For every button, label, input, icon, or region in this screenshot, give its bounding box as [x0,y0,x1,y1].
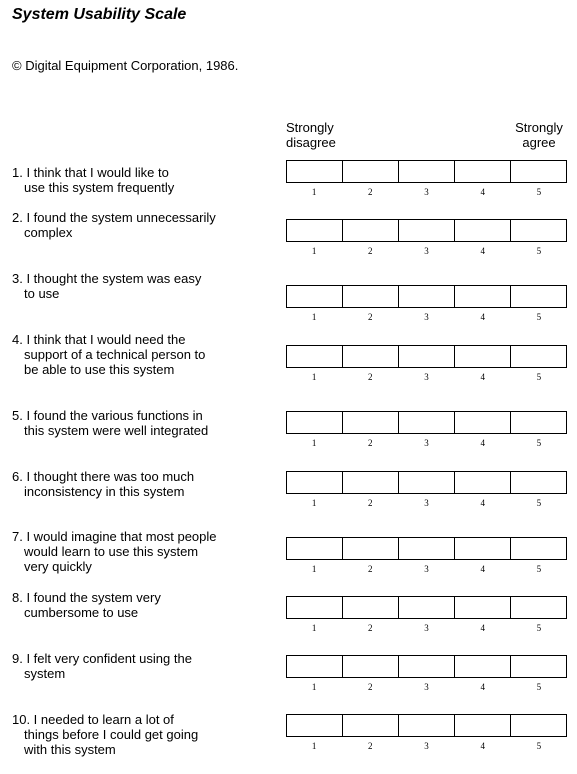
rating-number: 4 [480,438,485,448]
rating-number: 4 [480,564,485,574]
rating-box-1[interactable] [287,472,343,493]
question-text-line: 1. I think that I would like to [12,165,169,180]
question-text-line: this system were well integrated [24,423,209,438]
rating-number: 3 [424,372,429,382]
rating-boxes [286,655,567,678]
rating-number: 5 [536,312,542,322]
rating-number: 2 [368,623,373,633]
rating-numbers [286,564,567,574]
rating-boxes [286,471,567,494]
rating-number: 1 [311,246,317,256]
rating-number: 2 [368,438,373,448]
question-7 [12,529,262,574]
rating-box-2[interactable] [343,538,399,559]
rating-box-5[interactable] [511,412,566,433]
rating-scale-10 [286,714,567,751]
rating-number: 5 [536,741,542,751]
rating-number: 5 [536,372,542,382]
rating-box-2[interactable] [343,412,399,433]
rating-box-3[interactable] [399,346,455,367]
rating-box-3[interactable] [399,472,455,493]
rating-number: 2 [368,682,373,692]
rating-numbers [286,372,567,382]
rating-box-1[interactable] [287,412,343,433]
question-text-line: 5. I found the various functions in [12,408,203,423]
question-text-line: 6. I thought there was too much [12,469,195,484]
rating-number: 4 [480,312,485,322]
rating-number: 4 [480,246,485,256]
rating-box-2[interactable] [343,161,399,182]
rating-number: 1 [311,623,317,633]
rating-number: 3 [424,498,429,508]
question-text-line: 8. I found the system very [12,590,161,605]
copyright-notice: © Digital Equipment Corporation, 1986. [12,58,239,73]
rating-box-5[interactable] [511,656,566,677]
question-10 [12,712,262,757]
rating-box-2[interactable] [343,715,399,736]
rating-scale-7 [286,537,567,574]
rating-number: 5 [536,187,542,197]
rating-boxes [286,596,567,619]
question-text-line: with this system [24,742,116,757]
rating-number: 5 [536,682,542,692]
rating-box-1[interactable] [287,715,343,736]
rating-box-3[interactable] [399,220,455,241]
question-8 [12,590,262,620]
rating-box-3[interactable] [399,412,455,433]
rating-scale-5 [286,411,567,448]
rating-boxes [286,411,567,434]
rating-boxes [286,537,567,560]
question-3 [12,271,262,301]
rating-number: 5 [536,246,542,256]
question-text-line: 2. I found the system unnecessarily [12,210,216,225]
rating-box-5[interactable] [511,220,566,241]
rating-number: 3 [424,438,429,448]
rating-numbers [286,246,567,256]
rating-box-4[interactable] [455,597,511,618]
rating-number: 3 [424,312,429,322]
rating-box-5[interactable] [511,538,566,559]
question-6 [12,469,262,499]
rating-box-2[interactable] [343,346,399,367]
rating-number: 3 [424,564,429,574]
question-9 [12,651,262,681]
anchor-right-line-2: agree [522,135,556,150]
rating-number: 4 [480,623,485,633]
rating-box-3[interactable] [399,286,455,307]
rating-number: 2 [368,372,373,382]
question-5 [12,408,262,438]
rating-numbers [286,682,567,692]
rating-numbers [286,498,567,508]
rating-box-4[interactable] [455,656,511,677]
page-title: System Usability Scale [12,6,187,23]
question-text-line: system [24,666,66,681]
rating-scale-3 [286,285,567,322]
anchor-left-line-2: disagree [286,135,336,150]
rating-scale-2 [286,219,567,256]
rating-box-5[interactable] [511,715,566,736]
rating-box-4[interactable] [455,346,511,367]
rating-box-4[interactable] [455,715,511,736]
rating-box-3[interactable] [399,597,455,618]
anchor-strongly-agree [506,120,572,150]
question-text-line: support of a technical person to [24,347,206,362]
anchor-left-line-1: Strongly [286,120,334,135]
rating-box-2[interactable] [343,597,399,618]
rating-number: 3 [424,623,429,633]
question-text-line: 10. I needed to learn a lot of [12,712,174,727]
rating-number: 1 [311,741,317,751]
rating-number: 2 [368,312,373,322]
question-1 [12,165,262,195]
rating-number: 4 [480,682,485,692]
rating-box-5[interactable] [511,472,566,493]
rating-boxes [286,160,567,183]
question-text-line: use this system frequently [24,180,175,195]
rating-box-1[interactable] [287,656,343,677]
rating-box-4[interactable] [455,220,511,241]
rating-number: 4 [480,741,485,751]
rating-box-4[interactable] [455,412,511,433]
rating-number: 5 [536,438,542,448]
question-text-line: things before I could get going [24,727,199,742]
rating-box-2[interactable] [343,472,399,493]
rating-box-3[interactable] [399,538,455,559]
rating-box-5[interactable] [511,286,566,307]
rating-number: 1 [311,438,317,448]
rating-number: 2 [368,246,373,256]
rating-box-3[interactable] [399,715,455,736]
rating-box-1[interactable] [287,220,343,241]
rating-number: 5 [536,498,542,508]
rating-box-1[interactable] [287,161,343,182]
rating-box-3[interactable] [399,161,455,182]
rating-number: 4 [480,498,485,508]
rating-number: 5 [536,564,542,574]
rating-boxes [286,714,567,737]
question-text-line: would learn to use this system [24,544,199,559]
question-text-line: complex [24,225,73,240]
rating-number: 4 [480,187,485,197]
rating-box-1[interactable] [287,597,343,618]
rating-box-4[interactable] [455,472,511,493]
question-text-line: 4. I think that I would need the [12,332,186,347]
question-text-line: be able to use this system [24,362,175,377]
rating-box-1[interactable] [287,346,343,367]
rating-number: 2 [368,741,373,751]
rating-number: 1 [311,187,317,197]
question-text-line: cumbersome to use [24,605,139,620]
rating-numbers [286,438,567,448]
rating-numbers [286,741,567,751]
rating-number: 1 [311,564,317,574]
rating-scale-6 [286,471,567,508]
rating-box-2[interactable] [343,220,399,241]
rating-number: 2 [368,498,373,508]
rating-number: 1 [311,372,317,382]
rating-box-2[interactable] [343,656,399,677]
rating-scale-9 [286,655,567,692]
question-text-line: to use [24,286,60,301]
rating-boxes [286,345,567,368]
anchor-right-line-1: Strongly [515,120,563,135]
question-4 [12,332,262,377]
rating-number: 5 [536,623,542,633]
rating-box-5[interactable] [511,346,566,367]
rating-box-2[interactable] [343,286,399,307]
question-text-line: 9. I felt very confident using the [12,651,192,666]
rating-box-4[interactable] [455,161,511,182]
rating-box-5[interactable] [511,161,566,182]
rating-number: 2 [368,187,373,197]
rating-numbers [286,187,567,197]
rating-numbers [286,623,567,633]
rating-boxes [286,285,567,308]
rating-number: 2 [368,564,373,574]
rating-number: 3 [424,187,429,197]
rating-scale-4 [286,345,567,382]
rating-number: 1 [311,312,317,322]
question-text-line: very quickly [24,559,92,574]
rating-box-5[interactable] [511,597,566,618]
rating-number: 1 [311,682,317,692]
rating-box-1[interactable] [287,538,343,559]
rating-box-4[interactable] [455,286,511,307]
anchor-strongly-disagree [286,120,336,150]
question-2 [12,210,262,240]
question-text-line: 7. I would imagine that most people [12,529,217,544]
question-text-line: 3. I thought the system was easy [12,271,202,286]
rating-boxes [286,219,567,242]
rating-number: 3 [424,682,429,692]
rating-scale-1 [286,160,567,197]
rating-scale-8 [286,596,567,633]
rating-number: 1 [311,498,317,508]
question-text-line: inconsistency in this system [24,484,185,499]
rating-box-4[interactable] [455,538,511,559]
rating-number: 3 [424,246,429,256]
rating-number: 3 [424,741,429,751]
rating-number: 4 [480,372,485,382]
rating-box-3[interactable] [399,656,455,677]
rating-numbers [286,312,567,322]
rating-box-1[interactable] [287,286,343,307]
